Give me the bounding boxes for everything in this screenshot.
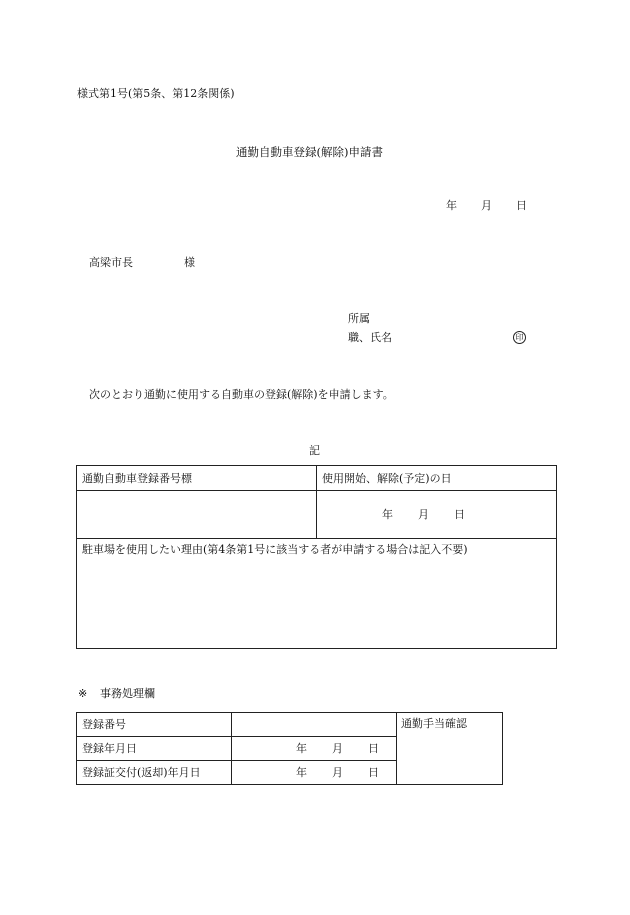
seal-icon: 印 — [513, 331, 526, 344]
statement-text: 次のとおり通勤に使用する自動車の登録(解除)を申請します。 — [89, 388, 394, 401]
table-divider — [76, 760, 396, 761]
registration-date-month: 月 — [332, 742, 343, 755]
registration-plate-field[interactable] — [84, 494, 312, 534]
date-day: 日 — [516, 199, 527, 212]
table-divider — [396, 712, 397, 785]
usage-date-day: 日 — [454, 508, 465, 521]
parking-reason-field[interactable] — [84, 562, 548, 642]
registration-plate-header: 通勤自動車登録番号標 — [82, 472, 192, 485]
certificate-date-day: 日 — [368, 766, 379, 779]
reference-mark: ※ — [78, 687, 88, 700]
certificate-date-label: 登録証交付(返却)年月日 — [82, 766, 201, 779]
certificate-date-month: 月 — [332, 766, 343, 779]
date-year: 年 — [446, 199, 457, 212]
table-divider — [231, 712, 232, 785]
document-title: 通勤自動車登録(解除)申請書 — [236, 145, 383, 159]
table-divider — [316, 465, 317, 539]
registration-date-day: 日 — [368, 742, 379, 755]
table-divider — [76, 736, 396, 737]
registration-date-label: 登録年月日 — [82, 742, 137, 755]
date-month: 月 — [481, 199, 492, 212]
registration-date-year: 年 — [296, 742, 307, 755]
addressee-honorific: 様 — [184, 256, 195, 269]
parking-reason-label: 駐車場を使用したい理由(第4条第1号に該当する者が申請する場合は記入不要) — [82, 543, 468, 556]
affiliation-label: 所属 — [348, 312, 370, 325]
ki-label: 記 — [309, 444, 320, 457]
usage-date-header: 使用開始、解除(予定)の日 — [322, 472, 452, 485]
form-number: 様式第1号(第5条、第12条関係) — [77, 87, 235, 100]
addressee-name: 高梁市長 — [89, 256, 133, 269]
usage-date-year: 年 — [382, 508, 393, 521]
name-label: 職、氏名 — [348, 331, 392, 344]
usage-date-month: 月 — [418, 508, 429, 521]
registration-number-label: 登録番号 — [82, 718, 126, 731]
certificate-date-year: 年 — [296, 766, 307, 779]
commute-allowance-confirm-label: 通勤手当確認 — [401, 717, 467, 730]
office-section-heading: 事務処理欄 — [100, 687, 155, 700]
